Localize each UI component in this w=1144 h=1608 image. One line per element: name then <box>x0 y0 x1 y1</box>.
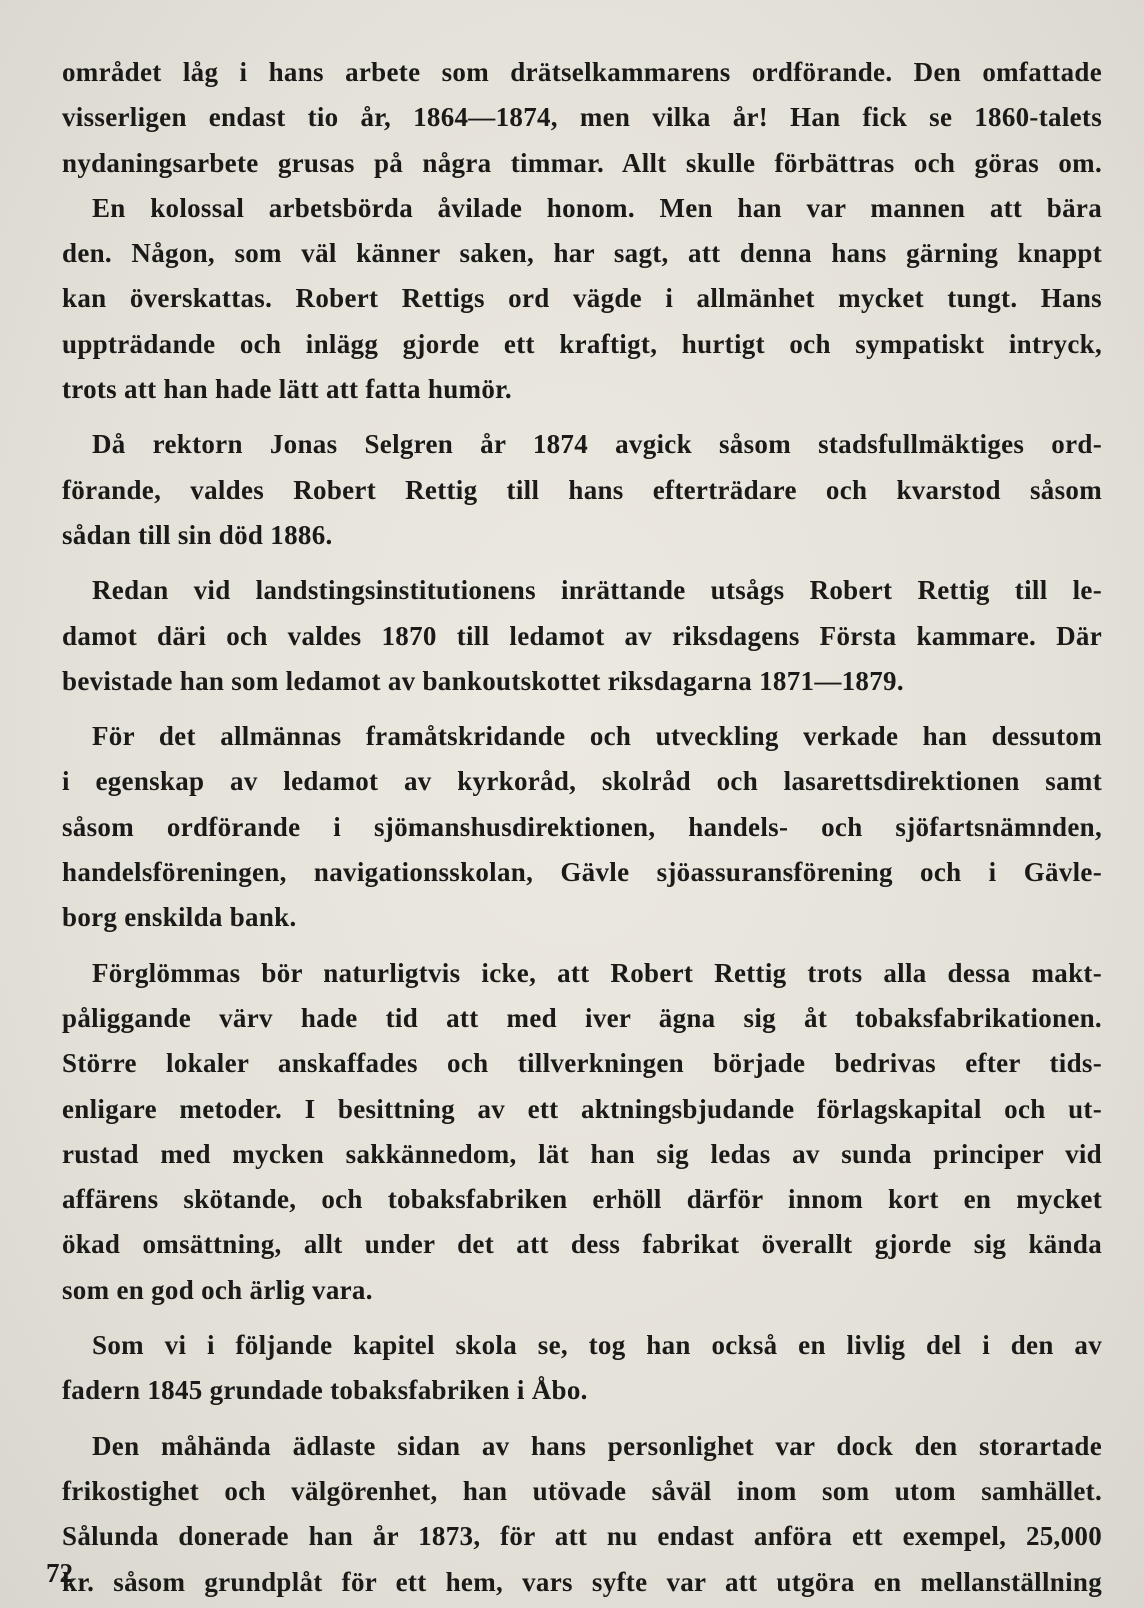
page-number: 72 <box>46 1558 73 1588</box>
text-line: Större lokaler anskaffades och tillverkningen började bedrivas efter tids- <box>62 1048 1102 1079</box>
text-line: Den måhända ädlaste sidan av hans personlighet var dock den storartade <box>92 1430 1102 1461</box>
paragraph-3 <box>62 568 1102 704</box>
text-line: frikostighet och välgörenhet, han utövade såväl inom som utom samhället. <box>62 1475 1102 1506</box>
text-line: som en god och ärlig vara. <box>62 1274 373 1305</box>
text-line: handelsföreningen, navigationsskolan, Gävle sjöassuransförening och i Gävle- <box>62 857 1102 888</box>
text-line: ökad omsättning, allt under det att dess fabrikat överallt gjorde sig kända <box>62 1229 1102 1260</box>
text-line: Som vi i följande kapitel skola se, tog han också en livlig del i den av <box>92 1330 1102 1361</box>
text-line: sådan till sin död 1886. <box>62 519 333 550</box>
body-text <box>62 50 1102 1608</box>
text-line: påliggande värv hade tid att med iver ägna sig åt tobaksfabrikationen. <box>62 1002 1102 1033</box>
paragraph-4 <box>62 714 1102 940</box>
text-line: kan överskattas. Robert Rettigs ord vägde i allmänhet mycket tungt. Hans <box>62 283 1102 314</box>
text-line: Redan vid landstingsinstitutionens inrättande utsågs Robert Rettig till le- <box>92 575 1102 606</box>
text-line: förande, valdes Robert Rettig till hans efterträdare och kvarstod såsom <box>62 474 1102 505</box>
text-line: kr. såsom grundplåt för ett hem, vars syfte var att utgöra en mellanställning <box>62 1566 1102 1597</box>
text-line: området låg i hans arbete som drätselkammarens ordförande. Den omfattade <box>62 57 1102 87</box>
text-line: affärens skötande, och tobaksfabriken erhöll därför innom kort en mycket <box>62 1184 1102 1215</box>
text-line: den. Någon, som väl känner saken, har sagt, att denna hans gärning knappt <box>62 238 1102 269</box>
paragraph-7 <box>62 1424 1102 1605</box>
text-line: nydaningsarbete grusas på några timmar. Allt skulle förbättras och göras om. <box>62 147 1102 178</box>
paragraph-1 <box>62 50 1102 412</box>
text-line: i egenskap av ledamot av kyrkoråd, skolråd och lasarettsdirektionen samt <box>62 766 1102 797</box>
text-line: rustad med mycken sakkännedom, lät han sig ledas av sunda principer vid <box>62 1138 1102 1169</box>
text-line: En kolossal arbetsbörda åvilade honom. Men han var mannen att bära <box>92 192 1102 223</box>
text-line: Förglömmas bör naturligtvis icke, att Robert Rettig trots alla dessa makt- <box>92 957 1102 988</box>
text-line: trots att han hade lätt att fatta humör. <box>62 374 512 405</box>
text-line: visserligen endast tio år, 1864—1874, men vilka år! Han fick se 1860-talets <box>62 102 1102 133</box>
text-line: Sålunda donerade han år 1873, för att nu endast anföra ett exempel, 25,000 <box>62 1521 1102 1552</box>
text-line: bevistade han som ledamot av bankoutskottet riksdagarna 1871—1879. <box>62 665 904 696</box>
text-line: såsom ordförande i sjömanshusdirektionen, handels- och sjöfartsnämnden, <box>62 811 1102 842</box>
text-line: borg enskilda bank. <box>62 902 297 933</box>
paragraph-6 <box>62 1323 1102 1414</box>
text-line: damot däri och valdes 1870 till ledamot av riksdagens Första kammare. Där <box>62 620 1102 651</box>
text-line: uppträdande och inlägg gjorde ett kraftigt, hurtigt och sympatiskt intryck, <box>62 328 1102 359</box>
text-line: enligare metoder. I besittning av ett aktningsbjudande förlagskapital och ut- <box>62 1093 1102 1124</box>
text-line: fadern 1845 grundade tobaksfabriken i Åbo. <box>62 1375 588 1406</box>
paragraph-5 <box>62 951 1102 1313</box>
text-line: Då rektorn Jonas Selgren år 1874 avgick såsom stadsfullmäktiges ord- <box>92 429 1102 460</box>
text-line: För det allmännas framåtskridande och utveckling verkade han dessutom <box>92 721 1102 752</box>
paragraph-2 <box>62 422 1102 558</box>
